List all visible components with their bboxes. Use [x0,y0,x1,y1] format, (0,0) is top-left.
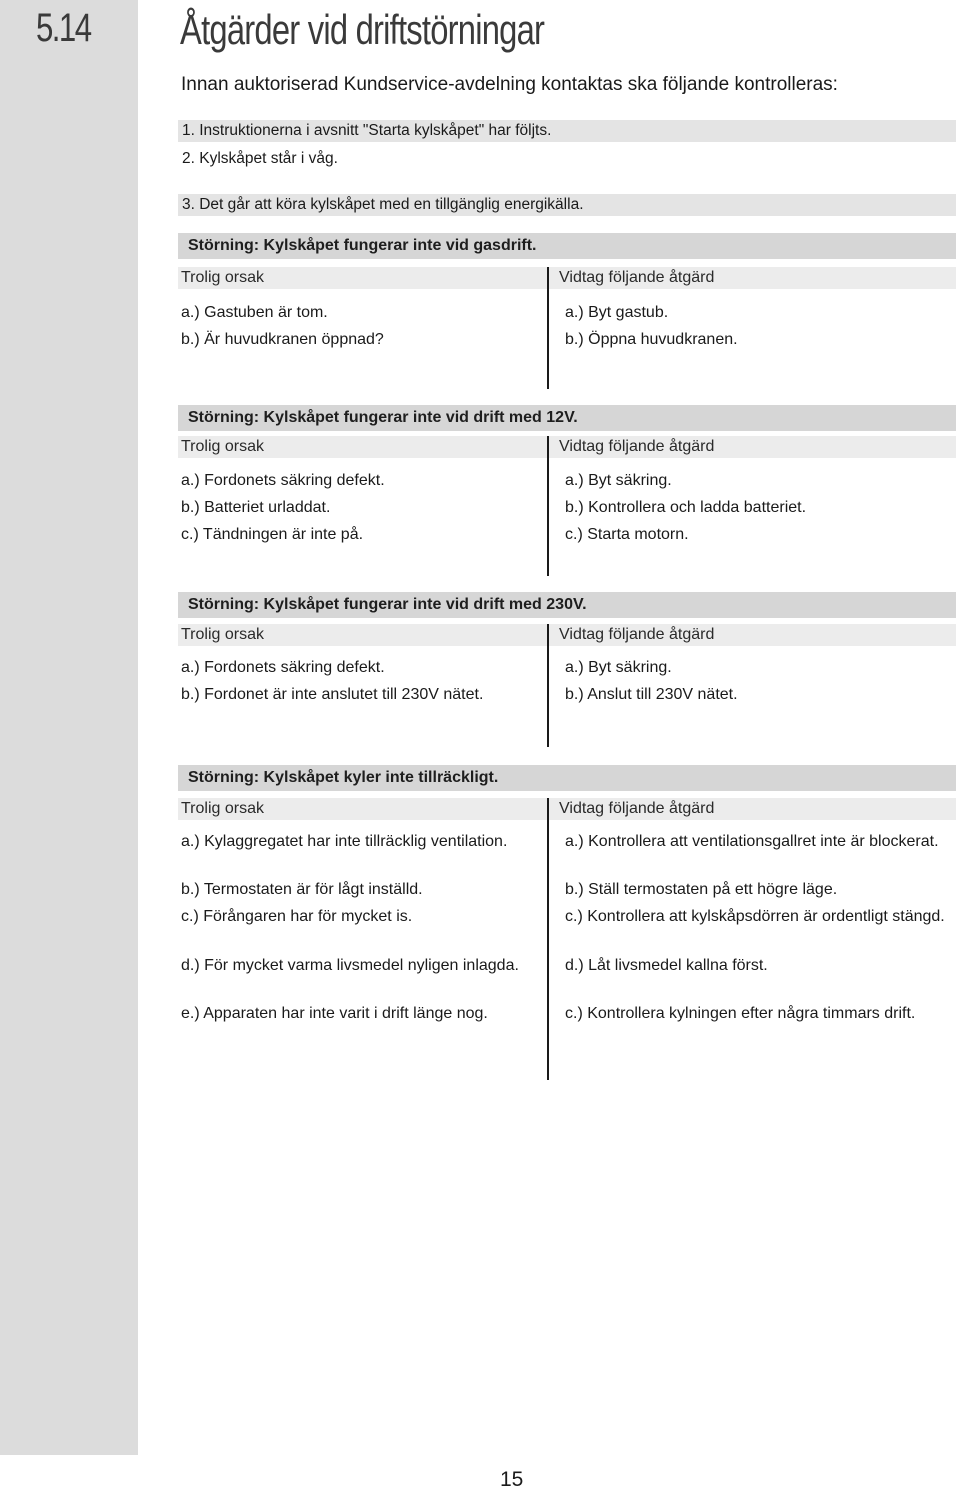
cause-header: Trolig orsak [181,626,264,643]
check-item: 3. Det går att köra kylskåpet med en tillgänglig energikälla. [178,194,956,216]
cause-header: Trolig orsak [181,269,264,286]
column-divider [547,267,549,389]
action-item: c.) Kontrollera kylningen efter några timmars drift. [565,1005,916,1022]
section-sidebar [0,0,138,1455]
action-item: a.) Byt gastub. [565,304,669,321]
action-header: Vidtag följande åtgärd [559,269,715,286]
cause-item: b.) Fordonet är inte anslutet till 230V nätet. [181,686,484,703]
column-header-row [178,624,956,646]
cause-header: Trolig orsak [181,800,264,817]
trouble-title: Störning: Kylskåpet fungerar inte vid drift med 12V. [178,405,956,431]
action-item: b.) Ställ termostaten på ett högre läge. [565,881,838,898]
check-item: 2. Kylskåpet står i våg. [182,150,338,167]
column-divider [547,436,549,576]
cause-header: Trolig orsak [181,438,264,455]
cause-item: a.) Fordonets säkring defekt. [181,659,385,676]
section-title: Åtgärder vid driftstörningar [180,6,545,53]
action-header: Vidtag följande åtgärd [559,800,715,817]
section-number: 5.14 [36,6,91,50]
cause-item: d.) För mycket varma livsmedel nyligen inlagda. [181,957,519,974]
action-item: a.) Byt säkring. [565,472,672,489]
cause-item: b.) Termostaten är för lågt inställd. [181,881,423,898]
trouble-title: Störning: Kylskåpet fungerar inte vid gasdrift. [178,233,956,259]
action-item: a.) Byt säkring. [565,659,672,676]
cause-item: e.) Apparaten har inte varit i drift länge nog. [181,1005,488,1022]
action-item: b.) Anslut till 230V nätet. [565,686,738,703]
cause-item: a.) Fordonets säkring defekt. [181,472,385,489]
check-item: 1. Instruktionerna i avsnitt "Starta kylskåpet" har följts. [178,120,956,142]
action-item: c.) Starta motorn. [565,526,689,543]
cause-item: c.) Tändningen är inte på. [181,526,364,543]
action-item: d.) Låt livsmedel kallna först. [565,957,768,974]
cause-item: a.) Kylaggregatet har inte tillräcklig ventilation. [181,833,508,850]
page-number: 15 [500,1468,524,1491]
action-item: b.) Öppna huvudkranen. [565,331,738,348]
cause-item: b.) Är huvudkranen öppnad? [181,331,384,348]
intro-text: Innan auktoriserad Kundservice-avdelning kontaktas ska följande kontrolleras: [181,74,838,95]
action-item: b.) Kontrollera och ladda batteriet. [565,499,807,516]
column-header-row [178,267,956,289]
trouble-title: Störning: Kylskåpet fungerar inte vid drift med 230V. [178,592,956,618]
trouble-title: Störning: Kylskåpet kyler inte tillräckligt. [178,765,956,791]
column-header-row [178,436,956,458]
action-item: c.) Kontrollera att kylskåpsdörren är ordentligt stängd. [565,908,945,925]
action-header: Vidtag följande åtgärd [559,626,715,643]
cause-item: b.) Batteriet urladdat. [181,499,331,516]
cause-item: a.) Gastuben är tom. [181,304,328,321]
action-header: Vidtag följande åtgärd [559,438,715,455]
column-divider [547,624,549,747]
column-header-row [178,798,956,820]
action-item: a.) Kontrollera att ventilationsgallret inte är blockerat. [565,833,939,850]
cause-item: c.) Förångaren har för mycket is. [181,908,413,925]
